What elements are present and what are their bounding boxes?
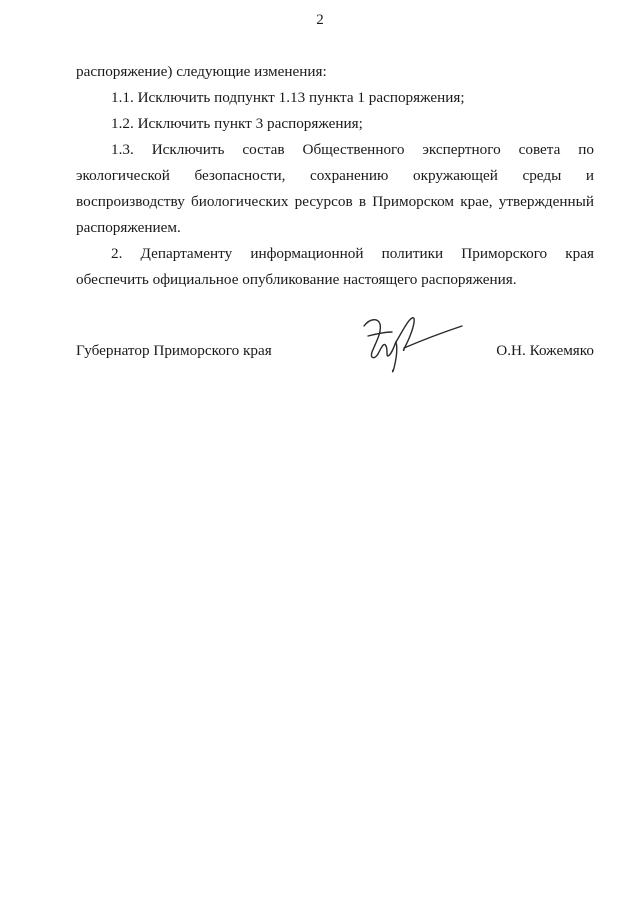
page-number: 2: [316, 12, 324, 28]
signer-name: О.Н. Кожемяко: [496, 342, 594, 359]
document-body: [76, 59, 594, 293]
paragraph-item-1-1: 1.1. Исключить подпункт 1.13 пункта 1 распоряжения;: [111, 89, 465, 106]
signature-block: [76, 338, 594, 368]
signer-title: Губернатор Приморского края: [76, 342, 272, 359]
paragraph-item-1-3: 1.3. Исключить состав Общественного экспертного совета по экологической безопасности, сохранению окружающей среды и воспроизводству биологических ресурсов в Приморском крае, утвержденный распоряжением.: [76, 141, 594, 236]
paragraph-item-1-2: 1.2. Исключить пункт 3 распоряжения;: [111, 115, 363, 132]
handwritten-signature-icon: [356, 312, 468, 374]
paragraph-intro: распоряжение) следующие изменения:: [76, 63, 327, 80]
paragraph-item-2: 2. Департаменту информационной политики Приморского края обеспечить официальное опубликование настоящего распоряжения.: [76, 245, 594, 288]
